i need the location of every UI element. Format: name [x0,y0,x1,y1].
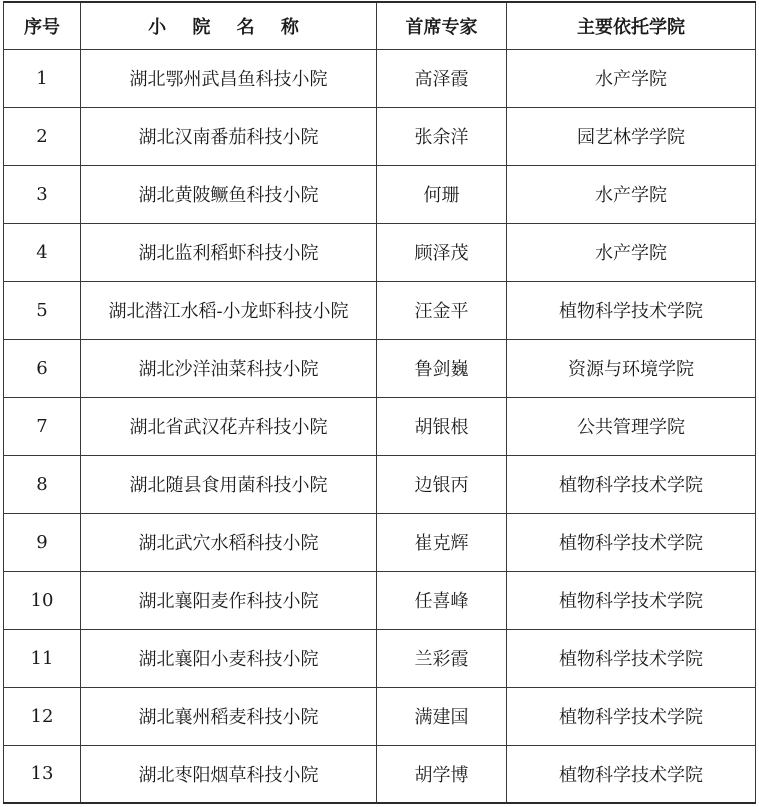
chief-expert-cell: 何珊 [377,165,507,223]
supporting-college-cell: 植物科学技术学院 [507,455,756,513]
courtyard-name-cell: 湖北潜江水稻-小龙虾科技小院 [81,281,377,339]
table-row [4,687,756,745]
header-supporting-college: 主要依托学院 [507,2,756,49]
serial-number-cell: 8 [4,455,81,513]
header-chief-expert: 首席专家 [377,2,507,49]
serial-number-cell: 1 [4,49,81,107]
courtyard-name-cell: 湖北黄陂鳜鱼科技小院 [81,165,377,223]
supporting-college-cell: 园艺林学学院 [507,107,756,165]
courtyard-name-cell: 湖北襄州稻麦科技小院 [81,687,377,745]
supporting-college-cell: 公共管理学院 [507,397,756,455]
supporting-college-cell: 植物科学技术学院 [507,745,756,803]
supporting-college-cell: 资源与环境学院 [507,339,756,397]
chief-expert-cell: 胡学博 [377,745,507,803]
supporting-college-cell: 水产学院 [507,223,756,281]
header-row [4,2,756,49]
courtyard-name-cell: 湖北汉南番茄科技小院 [81,107,377,165]
chief-expert-cell: 崔克辉 [377,513,507,571]
table-row [4,281,756,339]
chief-expert-cell: 鲁剑巍 [377,339,507,397]
serial-number-cell: 12 [4,687,81,745]
chief-expert-cell: 兰彩霞 [377,629,507,687]
serial-number-cell: 5 [4,281,81,339]
chief-expert-cell: 张余洋 [377,107,507,165]
supporting-college-cell: 植物科学技术学院 [507,687,756,745]
supporting-college-cell: 植物科学技术学院 [507,281,756,339]
table-row [4,49,756,107]
header-serial-number: 序号 [4,2,81,49]
courtyard-name-cell: 湖北枣阳烟草科技小院 [81,745,377,803]
supporting-college-cell: 水产学院 [507,49,756,107]
chief-expert-cell: 高泽霞 [377,49,507,107]
courtyard-name-cell: 湖北襄阳麦作科技小院 [81,571,377,629]
serial-number-cell: 2 [4,107,81,165]
supporting-college-cell: 植物科学技术学院 [507,571,756,629]
table-row [4,745,756,803]
table-header [4,2,756,49]
serial-number-cell: 3 [4,165,81,223]
serial-number-cell: 7 [4,397,81,455]
table-row [4,513,756,571]
serial-number-cell: 6 [4,339,81,397]
table-body [4,49,756,803]
serial-number-cell: 9 [4,513,81,571]
courtyard-name-cell: 湖北省武汉花卉科技小院 [81,397,377,455]
table-row [4,107,756,165]
science-courtyard-table [3,1,756,804]
table-row [4,397,756,455]
courtyard-name-cell: 湖北襄阳小麦科技小院 [81,629,377,687]
table-row [4,455,756,513]
chief-expert-cell: 任喜峰 [377,571,507,629]
chief-expert-cell: 汪金平 [377,281,507,339]
table-row [4,223,756,281]
chief-expert-cell: 顾泽茂 [377,223,507,281]
table-row [4,629,756,687]
supporting-college-cell: 水产学院 [507,165,756,223]
supporting-college-cell: 植物科学技术学院 [507,629,756,687]
courtyard-name-cell: 湖北随县食用菌科技小院 [81,455,377,513]
courtyard-name-cell: 湖北鄂州武昌鱼科技小院 [81,49,377,107]
chief-expert-cell: 满建国 [377,687,507,745]
supporting-college-cell: 植物科学技术学院 [507,513,756,571]
table-row [4,339,756,397]
table-row [4,165,756,223]
serial-number-cell: 4 [4,223,81,281]
header-courtyard-name: 小 院 名 称 [81,2,377,49]
courtyard-name-cell: 湖北监利稻虾科技小院 [81,223,377,281]
serial-number-cell: 11 [4,629,81,687]
serial-number-cell: 13 [4,745,81,803]
table-row [4,571,756,629]
courtyard-name-cell: 湖北沙洋油菜科技小院 [81,339,377,397]
chief-expert-cell: 边银丙 [377,455,507,513]
courtyard-name-cell: 湖北武穴水稻科技小院 [81,513,377,571]
serial-number-cell: 10 [4,571,81,629]
chief-expert-cell: 胡银根 [377,397,507,455]
